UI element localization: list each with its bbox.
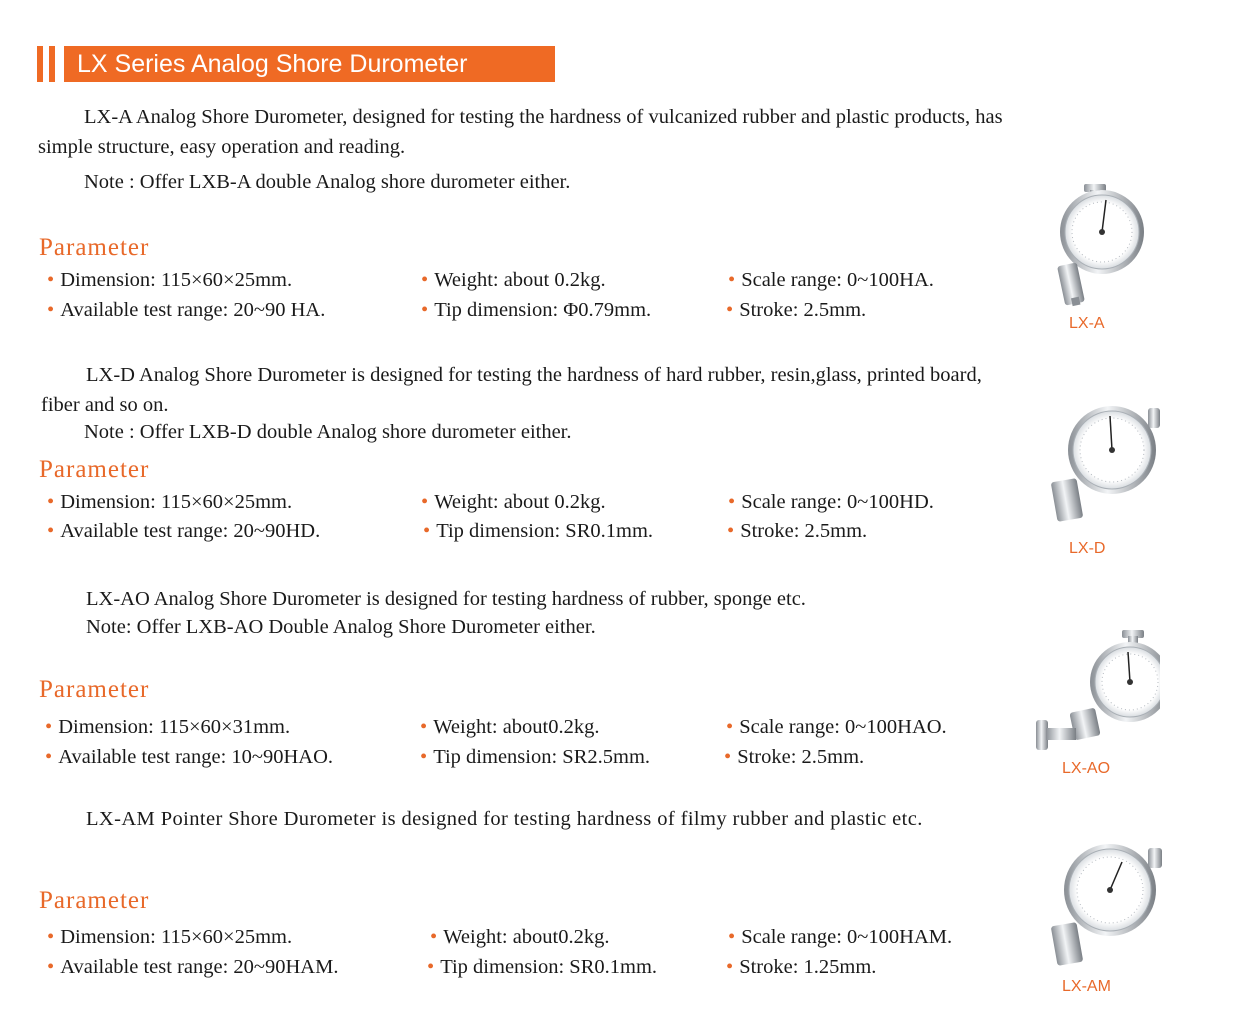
section-desc-line1: LX-AO Analog Shore Durometer is designed for testing hardness of rubber, sponge etc. — [86, 588, 806, 610]
spec-weight: • Weight: about 0.2kg. — [421, 269, 606, 291]
section-desc-line2: fiber and so on. — [41, 394, 169, 416]
spec-stroke: • Stroke: 2.5mm. — [727, 520, 868, 542]
section-desc-line1: LX-AM Pointer Shore Durometer is designed for testing hardness of filmy rubber and plastic etc. — [86, 808, 923, 830]
device-label: LX-AM — [1062, 978, 1111, 995]
durometer-lx-am-image — [1030, 840, 1170, 970]
spec-tip-dimension: • Tip dimension: Φ0.79mm. — [421, 299, 652, 321]
spec-scale-range: • Scale range: 0~100HAO. — [726, 716, 947, 738]
section-desc-line1: LX-A Analog Shore Durometer, designed for testing the hardness of vulcanized rubber and plastic products, has — [84, 106, 1003, 128]
device-label: LX-AO — [1062, 760, 1111, 777]
spec-dimension: • Dimension: 115×60×25mm. — [47, 491, 293, 513]
parameter-heading: Parameter — [39, 676, 150, 703]
spec-test-range: • Available test range: 20~90 HA. — [47, 299, 326, 321]
spec-scale-range: • Scale range: 0~100HAM. — [728, 926, 953, 948]
spec-tip-dimension: • Tip dimension: SR2.5mm. — [420, 746, 651, 768]
section-desc-line2: simple structure, easy operation and reading. — [38, 136, 406, 158]
parameter-heading: Parameter — [39, 234, 150, 261]
header-accent-bars — [37, 46, 63, 82]
spec-tip-dimension: • Tip dimension: SR0.1mm. — [427, 956, 658, 978]
section-desc-line1: LX-D Analog Shore Durometer is designed for testing the hardness of hard rubber, resin,glass, printed board, — [86, 364, 982, 386]
durometer-lx-ao-image — [1030, 628, 1160, 758]
spec-dimension: • Dimension: 115×60×25mm. — [47, 269, 293, 291]
spec-test-range: • Available test range: 10~90HAO. — [45, 746, 334, 768]
spec-dimension: • Dimension: 115×60×31mm. — [45, 716, 291, 738]
spec-dimension: • Dimension: 115×60×25mm. — [47, 926, 293, 948]
spec-scale-range: • Scale range: 0~100HA. — [728, 269, 934, 291]
spec-test-range: • Available test range: 20~90HAM. — [47, 956, 339, 978]
spec-weight: • Weight: about0.2kg. — [430, 926, 610, 948]
section-note: Note: Offer LXB-AO Double Analog Shore Durometer either. — [86, 616, 596, 638]
spec-tip-dimension: • Tip dimension: SR0.1mm. — [423, 520, 654, 542]
spec-stroke: • Stroke: 2.5mm. — [724, 746, 865, 768]
spec-weight: • Weight: about0.2kg. — [420, 716, 600, 738]
spec-stroke: • Stroke: 1.25mm. — [726, 956, 877, 978]
durometer-lx-d-image — [1030, 398, 1160, 528]
parameter-heading: Parameter — [39, 456, 150, 483]
durometer-lx-a-image — [1030, 180, 1160, 310]
spec-scale-range: • Scale range: 0~100HD. — [728, 491, 934, 513]
device-label: LX-D — [1069, 540, 1106, 557]
spec-test-range: • Available test range: 20~90HD. — [47, 520, 321, 542]
device-label: LX-A — [1069, 315, 1105, 332]
spec-weight: • Weight: about 0.2kg. — [421, 491, 606, 513]
section-note: Note : Offer LXB-A double Analog shore durometer either. — [84, 171, 571, 193]
parameter-heading: Parameter — [39, 887, 150, 914]
spec-stroke: • Stroke: 2.5mm. — [726, 299, 867, 321]
page-title: LX Series Analog Shore Durometer — [64, 46, 555, 82]
section-note: Note : Offer LXB-D double Analog shore durometer either. — [84, 421, 572, 443]
